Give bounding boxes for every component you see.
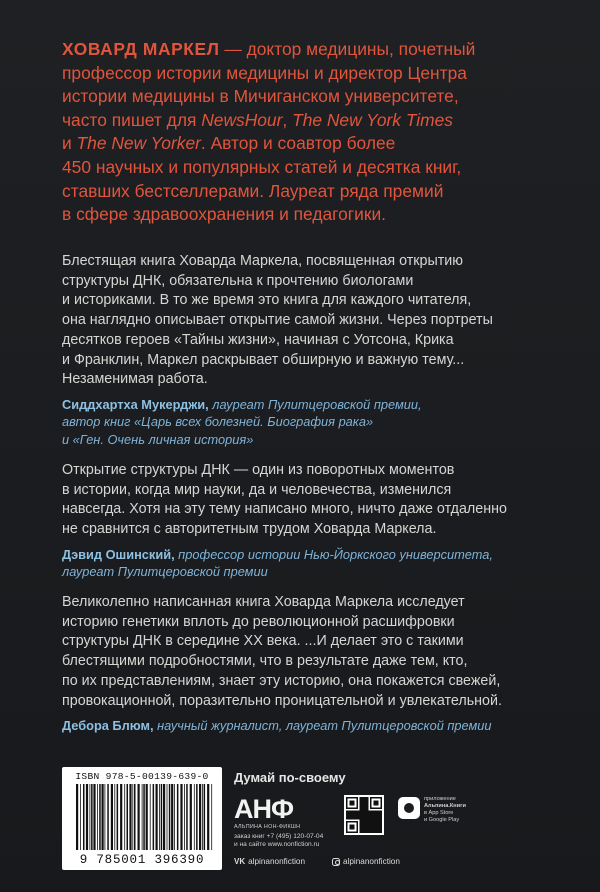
instagram-link[interactable] [332,857,400,866]
reviewer-credit: автор книг «Царь всех болезней. Биография рака» [62,414,374,430]
app-icon [398,797,420,819]
reviewer-credit: профессор истории Нью-Йоркского университета, [174,546,493,562]
vk-handle: alpinanonfiction [248,857,306,866]
bio-line [62,38,582,62]
barcode [62,767,222,870]
reviewer-credit: и «Ген. Очень личная история» [62,431,254,447]
bio-text: часто пишет для [62,109,202,130]
review-oshinsky [62,461,582,581]
review-text: Блестящая книга Ховарда Маркела, посвященная открытию структуры ДНК, обязательна к прочтению биологами и историками. В то же время это книга для каждого читателя, она наглядно описывает открытие самой жизни. Через портреты десятков героев «Тайны жизни», начиная с Уотсона, Крика и Франклин, Маркел раскрывает обширную и важную тему... Незаменимая работа. [62,253,493,388]
isbn-label: ISBN 978-5-00139-639-0 [75,771,209,782]
bio-line: 450 научных и популярных статей и десятка книг, [62,156,462,177]
barcode-number: 9 785001 396390 [79,853,205,867]
qr-icon [346,797,382,833]
app-info: приложение Альпина.Книги в App Store и Google Play [424,796,466,823]
author-bio [62,38,582,227]
bio-line: в сфере здравоохранения и педагогики. [62,204,386,225]
instagram-handle: alpinanonfiction [343,857,400,866]
bio-text: . Автор и соавтор более [200,133,396,154]
outlet-nyt: The New York Times [292,109,454,130]
reviewer-name: Сиддхартха Мукерджи, [62,396,209,412]
vk-icon: VK [234,857,246,866]
review-text: Открытие структуры ДНК — один из поворотных моментов в истории, когда мир науки, да и человечества, изменился навсегда. Хотя на эту тему написано много, ничто даже отдаленно не сравнится с авторитетным трудом Ховарда Маркела. [62,462,507,538]
author-name: ХОВАРД МАРКЕЛ [62,39,220,59]
review-text: Великолепно написанная книга Ховарда Маркела исследует историю генетики вплоть до революционной расшифровки структуры ДНК в середине XX века. ...И делает это с такими блестящими подробностями, что в результате даже тем, кто, по их представлениям, знает эту историю, она покажется свежей, провокационной, поразительно проницательной и увлекательной. [62,594,502,709]
publisher-name: АЛЬПИНА НОН-ФИКШН [234,824,301,830]
qr-code[interactable] [344,795,384,835]
reviewer-name: Дэвид Ошинский, [62,546,175,562]
order-phone: заказ книг +7 (495) 120-07-04 [234,833,324,840]
publisher-logo [234,794,306,822]
review-mukherjee [62,252,582,448]
review-blum [62,593,582,735]
reviewer-name: Дебора Блюм, [62,718,154,734]
instagram-icon [332,858,340,866]
publisher-slogan: Думай по-своему [234,770,346,785]
reviewer-credit: лауреат Пулитцеровской премии [62,564,268,580]
bio-line [62,132,582,156]
vk-link[interactable] [234,857,305,866]
bio-line: профессор истории медицины и директор Центра [62,62,467,83]
bio-line: истории медицины в Мичиганском университете, [62,86,459,107]
reviewer-credit: лауреат Пулитцеровской премии, [208,396,422,412]
outlet-new-yorker: The New Yorker [76,133,201,154]
bio-line: ставших бестселлерами. Лауреат ряда премий [62,180,444,201]
bio-text: , [282,109,293,130]
review-attribution [62,717,582,734]
outlet-newshour: NewsHour [201,109,283,130]
review-attribution [62,546,582,581]
review-attribution [62,396,582,448]
bio-text: — доктор медицины, почетный [219,39,476,59]
reviewer-credit: научный журналист, лауреат Пулитцеровской премии [153,718,492,734]
order-info [234,833,344,850]
bio-line [62,109,582,133]
bio-text: и [62,133,77,154]
order-site[interactable]: и на сайте www.nonfiction.ru [234,841,320,849]
barcode-bars [74,784,214,850]
logo-letters: АНФ [234,794,294,822]
